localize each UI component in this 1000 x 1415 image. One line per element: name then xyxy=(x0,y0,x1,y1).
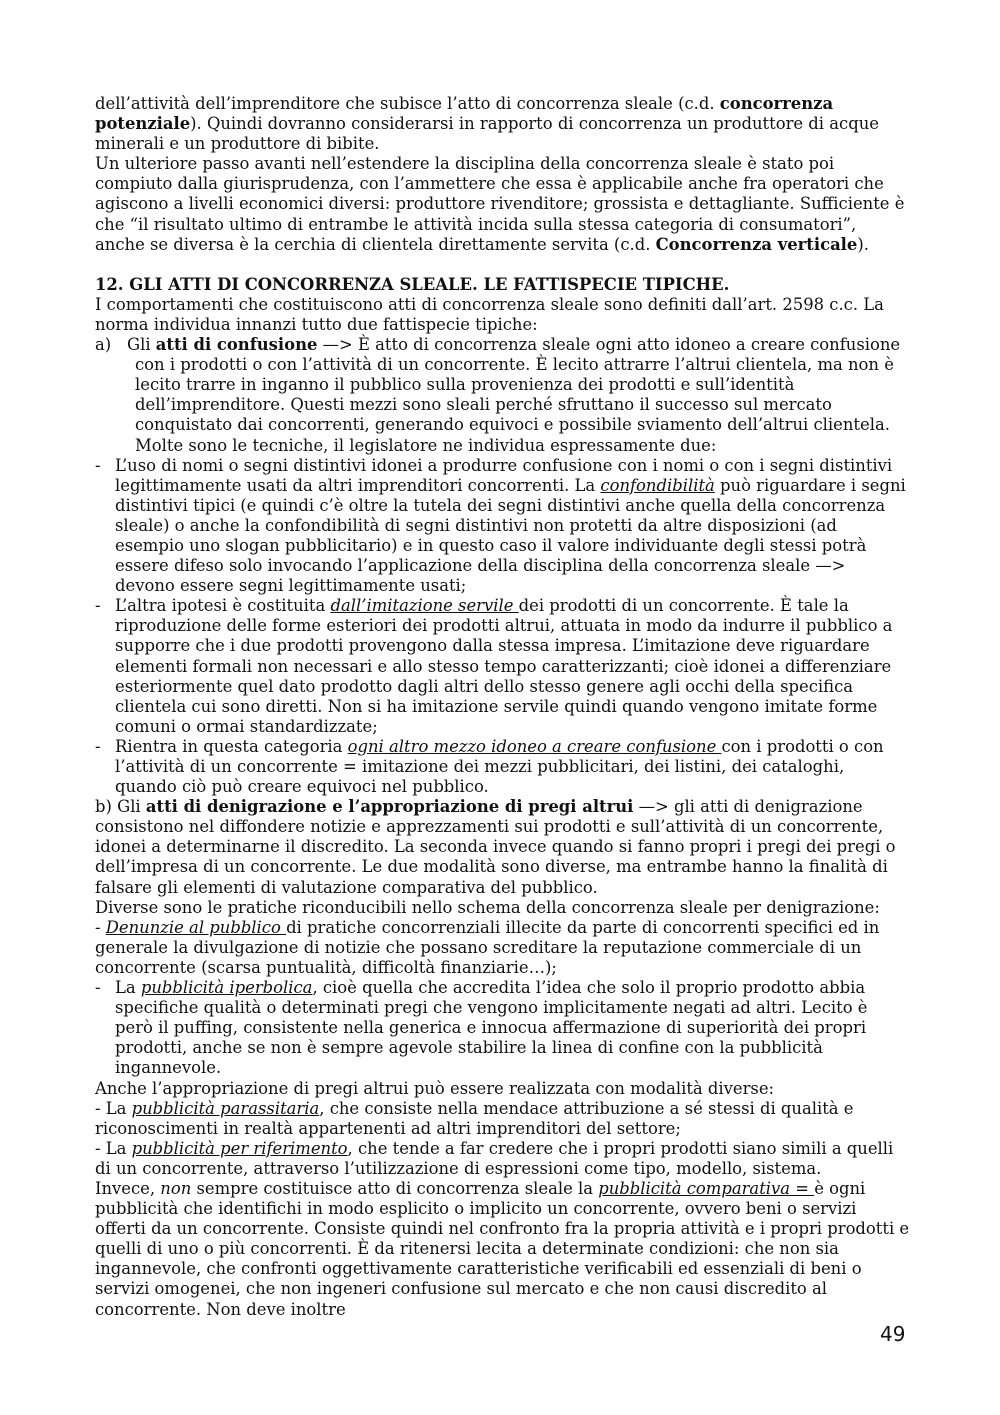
page-body xyxy=(95,94,910,1320)
dash-item: - L’uso di nomi o segni distintivi idonei a produrre confusione con i nomi o con i segni distintivi legittimamente usati da altri imprenditori concorrenti. La confondibilità può riguardare i segni distintivi tipici (e quindi c’è oltre la tutela dei segni distintivi anche quella della concorrenza sleale) o anche la confondibilità di segni distintivi non protetti da altre disposizioni (ad esempio uno slogan pubblicitario) e in questo caso il valore individuante degli stessi potrà essere difeso solo invocando l’applicazione della disciplina della concorrenza sleale —> devono essere segni legittimamente usati; xyxy=(95,455,906,596)
list-marker: - xyxy=(95,736,101,756)
paragraph: dell’attività dell’imprenditore che subisce l’atto di concorrenza sleale (c.d. concorrenza potenziale). Quindi dovranno considerarsi in rapporto di concorrenza un produttore di acque minerali e un produttore di bibite. xyxy=(95,94,879,154)
list-item-a: a) Gli atti di confusione —> È atto di concorrenza sleale ogni atto idoneo a creare confusione con i prodotti o con l’attività di un concorrente. È lecito attrarre l’altrui clientela, ma non è lecito trarre in inganno il pubblico sulla provenienza dei prodotti e sull’identità dell’imprenditore. Questi mezzi sono sleali perché sfruttano il successo sul mercato conquistato dai concorrenti, generando equivoci e possibile sviamento dell’altrui clientela. Molte sono le tecniche, il legislatore ne individua espressamente due: xyxy=(95,335,901,455)
list-item-b: b) Gli atti di denigrazione e l’appropriazione di pregi altrui —> gli atti di denigrazione consistono nel diffondere notizie e apprezzamenti sui prodotti e sull’attività di un concorrente, idonei a determinarne il discredito. La seconda invece quando si fanno propri i pregi dei pregi o dell’impresa di un concorrente. Le due modalità sono diverse, ma entrambe hanno la finalità di falsare gli elementi di valutazione comparativa del pubblico. xyxy=(95,797,896,897)
paragraph: Anche l’appropriazione di pregi altrui può essere realizzata con modalità diverse: xyxy=(95,1078,775,1098)
paragraph: Un ulteriore passo avanti nell’estendere la disciplina della concorrenza sleale è stato poi compiuto dalla giurisprudenza, con l’ammettere che essa è applicabile anche fra operatori che agiscono a livelli economici diversi: produttore rivenditore; grossista e dettagliante. Sufficiente è che “il risultato ultimo di entrambe le attività incida sulla stessa categoria di consumatori”, anche se diversa è la cerchia di clientela direttamente servita (c.d. Concorrenza verticale). xyxy=(95,154,905,254)
dash-item: - Rientra in questa categoria ogni altro mezzo idoneo a creare confusione con i prodotti o con l’attività di un concorrente = imitazione dei mezzi pubblicitari, dei listini, dei cataloghi, quando ciò può creare equivoci nel pubblico. xyxy=(95,736,884,797)
list-marker: - xyxy=(95,455,101,475)
section-heading: 12. GLI ATTI DI CONCORRENZA SLEALE. LE FATTISPECIE TIPICHE. xyxy=(95,274,730,294)
page-number: 49 xyxy=(880,1322,906,1346)
paragraph: Invece, non sempre costituisce atto di concorrenza sleale la pubblicità comparativa = è ogni pubblicità che identifichi in modo esplicito o implicito un concorrente, ovvero beni o servizi offerti da un concorrente. Consiste quindi nel confronto fra la propria attività e i propri prodotti e quelli di uno o più concorrenti. È da ritenersi lecita a determinate condizioni: che non sia ingannevole, che confronti oggettivamente caratteristiche verificabili ed essenziali di beni o servizi omogenei, che non ingeneri confusione sul mercato e che non causi discredito al concorrente. Non deve inoltre xyxy=(95,1178,910,1319)
dash-item: - La pubblicità iperbolica, cioè quella che accredita l’idea che solo il proprio prodotto abbia specifiche qualità o determinati pregi che vengono implicitamente negati ad altri. Lecito è però il puffing, consistente nella generica e innocua affermazione di superiorità dei propri prodotti, anche se non è sempre agevole stabilire la linea di confine con la pubblicità ingannevole. xyxy=(95,978,868,1078)
paragraph: Diverse sono le pratiche riconducibili nello schema della concorrenza sleale per denigrazione: xyxy=(95,897,880,917)
list-marker: a) xyxy=(95,335,112,355)
paragraph: - Denunzie al pubblico di pratiche concorrenziali illecite da parte di concorrenti specifici ed in generale la divulgazione di notizie che possano screditare la reputazione commerciale di un concorrente (scarsa puntualità, difficoltà finanziarie…); xyxy=(95,917,880,977)
list-marker: - xyxy=(95,978,101,998)
paragraph: I comportamenti che costituiscono atti di concorrenza sleale sono definiti dall’art. 2598 c.c. La norma individua innanzi tutto due fattispecie tipiche: xyxy=(95,294,884,334)
paragraph: - La pubblicità parassitaria, che consiste nella mendace attribuzione a sé stessi di qualità e riconoscimenti in realtà appartenenti ad altri imprenditori del settore; xyxy=(95,1098,854,1138)
dash-item: - L’altra ipotesi è costituita dall’imitazione servile dei prodotti di un concorrente. È tale la riproduzione delle forme esteriori dei prodotti altrui, attuata in modo da indurre il pubblico a supporre che i due prodotti provengono dalla stessa impresa. L’imitazione deve riguardare elementi formali non necessari e allo stesso tempo caratterizzanti; cioè idonei a differenziare esteriormente quel dato prodotto dagli altri dello stesso genere agli occhi della specifica clientela cui sono diretti. Non si ha imitazione servile quindi quando vengono imitate forme comuni o ormai standardizzate; xyxy=(95,596,893,736)
list-marker: - xyxy=(95,596,101,616)
spacer xyxy=(95,255,910,275)
paragraph: - La pubblicità per riferimento, che tende a far credere che i propri prodotti siano simili a quelli di un concorrente, attraverso l’utilizzazione di espressioni come tipo, modello, sistema. xyxy=(95,1138,894,1178)
